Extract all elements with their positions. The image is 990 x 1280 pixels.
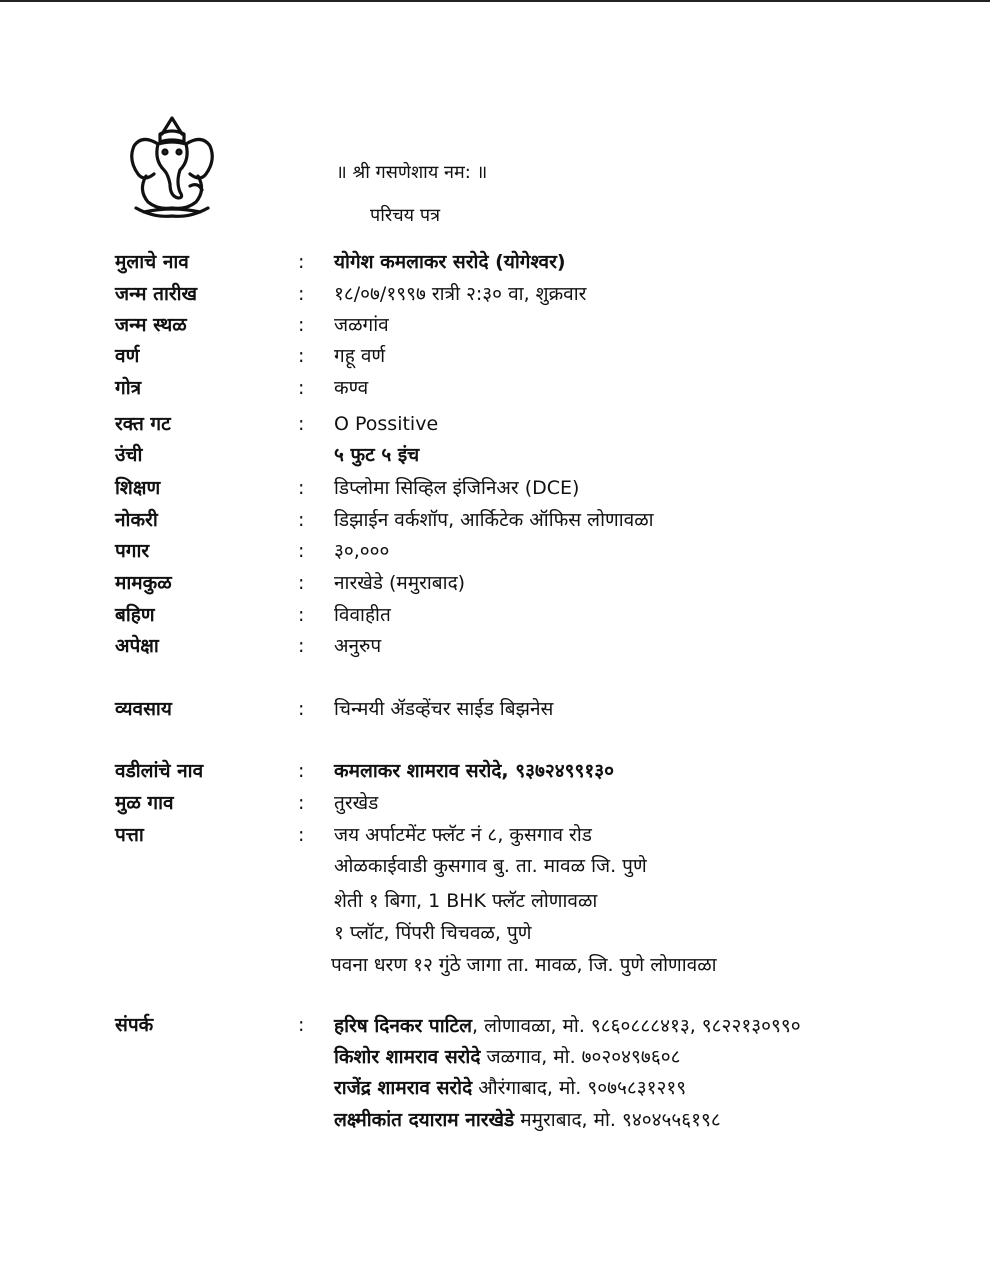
contact-details: औरंगाबाद, मो. ९०७५८३१२१९ bbox=[472, 1077, 687, 1099]
address-line: १ प्लॉट, पिंपरी चिचवळ, पुणे bbox=[334, 922, 532, 944]
field-colon: : bbox=[298, 509, 305, 531]
field-label: पत्ता bbox=[115, 824, 144, 846]
field-label: मुळ गाव bbox=[115, 792, 174, 814]
contact-name: हरिष दिनकर पाटिल bbox=[334, 1015, 473, 1037]
field-label: वर्ण bbox=[115, 345, 140, 367]
contact-line bbox=[334, 1073, 686, 1103]
address-line: पवना धरण १२ गुंठे जागा ता. मावळ, जि. पुणे लोणावळा bbox=[331, 954, 717, 976]
field-colon: : bbox=[298, 824, 305, 846]
field-value: डिप्लोमा सिव्हिल इंजिनिअर (DCE) bbox=[334, 477, 580, 499]
address-line: ओळकाईवाडी कुसगाव बु. ता. मावळ जि. पुणे bbox=[334, 855, 647, 877]
field-colon: : bbox=[298, 1014, 305, 1036]
field-value: जळगांव bbox=[334, 314, 389, 336]
contact-line bbox=[334, 1011, 801, 1041]
contact-details: जळगाव, मो. ७०२०४९७६०८ bbox=[480, 1046, 681, 1068]
field-colon: : bbox=[298, 377, 305, 399]
address-line: शेती १ बिगा, 1 BHK फ्लॅट लोणावळा bbox=[334, 890, 598, 912]
field-label: शिक्षण bbox=[115, 477, 161, 499]
field-colon: : bbox=[298, 698, 305, 720]
field-value: अनुरुप bbox=[334, 635, 382, 657]
field-label: जन्म स्थळ bbox=[115, 314, 187, 336]
field-label: अपेक्षा bbox=[115, 635, 159, 657]
field-colon: : bbox=[298, 413, 305, 435]
field-label: वडीलांचे नाव bbox=[115, 760, 204, 782]
field-value: कमलाकर शामराव सरोदे, ९३७२४९९१३० bbox=[334, 760, 615, 782]
field-value: १८/०७/१९९७ रात्री २:३० वा, शुक्रवार bbox=[334, 283, 587, 305]
field-value: कण्व bbox=[334, 377, 369, 399]
field-colon: : bbox=[298, 314, 305, 336]
field-colon: : bbox=[298, 604, 305, 626]
contact-name: राजेंद्र शामराव सरोदे bbox=[334, 1077, 473, 1099]
field-value: चिन्मयी ॲडव्हेंचर साईड बिझनेस bbox=[334, 698, 554, 720]
field-label: मामकुळ bbox=[115, 572, 172, 594]
field-colon: : bbox=[298, 572, 305, 594]
field-value: नारखेडे (ममुराबाद) bbox=[334, 572, 466, 594]
field-value: जय अर्पाटमेंट फ्लॅट नं ८, कुसगाव रोड bbox=[334, 824, 592, 846]
contact-line bbox=[334, 1042, 680, 1072]
field-label: जन्म तारीख bbox=[115, 283, 198, 305]
document-title: परिचय पत्र bbox=[370, 205, 440, 226]
field-colon: : bbox=[298, 760, 305, 782]
field-value: डिझाईन वर्कशॉप, आर्किटेक ऑफिस लोणावळा bbox=[334, 509, 654, 531]
field-label: नोकरी bbox=[115, 509, 158, 531]
field-value: ३०,००० bbox=[334, 540, 390, 562]
field-label: उंची bbox=[115, 444, 143, 466]
field-value: योगेश कमलाकर सरोदे (योगेश्वर) bbox=[334, 251, 566, 273]
ganesha-icon bbox=[124, 112, 220, 220]
field-value: तुरखेड bbox=[334, 792, 379, 814]
field-value: O Possitive bbox=[334, 413, 439, 435]
field-colon: : bbox=[298, 540, 305, 562]
contact-name: किशोर शामराव सरोदे bbox=[334, 1046, 481, 1068]
field-value: ५ फुट ५ इंच bbox=[334, 444, 420, 466]
field-label: गोत्र bbox=[115, 377, 142, 399]
field-colon: : bbox=[298, 635, 305, 657]
field-colon: : bbox=[298, 283, 305, 305]
field-label: मुलाचे नाव bbox=[115, 251, 189, 273]
field-label: बहिण bbox=[115, 604, 155, 626]
contact-details: ममुराबाद, मो. ९४०४५५६१९८ bbox=[514, 1109, 721, 1131]
field-colon: : bbox=[298, 345, 305, 367]
field-label: संपर्क bbox=[115, 1014, 154, 1036]
field-colon: : bbox=[298, 792, 305, 814]
contact-line bbox=[334, 1105, 721, 1135]
field-value: विवाहीत bbox=[334, 604, 391, 626]
field-colon: : bbox=[298, 477, 305, 499]
invocation-text: ॥ श्री गसणेशाय नम: ॥ bbox=[336, 162, 488, 183]
field-colon: : bbox=[298, 251, 305, 273]
top-border bbox=[0, 0, 990, 2]
field-label: पगार bbox=[115, 540, 150, 562]
field-label: व्यवसाय bbox=[115, 698, 172, 720]
field-label: रक्त गट bbox=[115, 413, 171, 435]
contact-name: लक्ष्मीकांत दयाराम नारखेडे bbox=[334, 1109, 515, 1131]
contact-details: , लोणावळा, मो. ९८६०८८८४१३, ९८२२१३०९९० bbox=[472, 1015, 801, 1037]
field-value: गहू वर्ण bbox=[334, 345, 386, 367]
